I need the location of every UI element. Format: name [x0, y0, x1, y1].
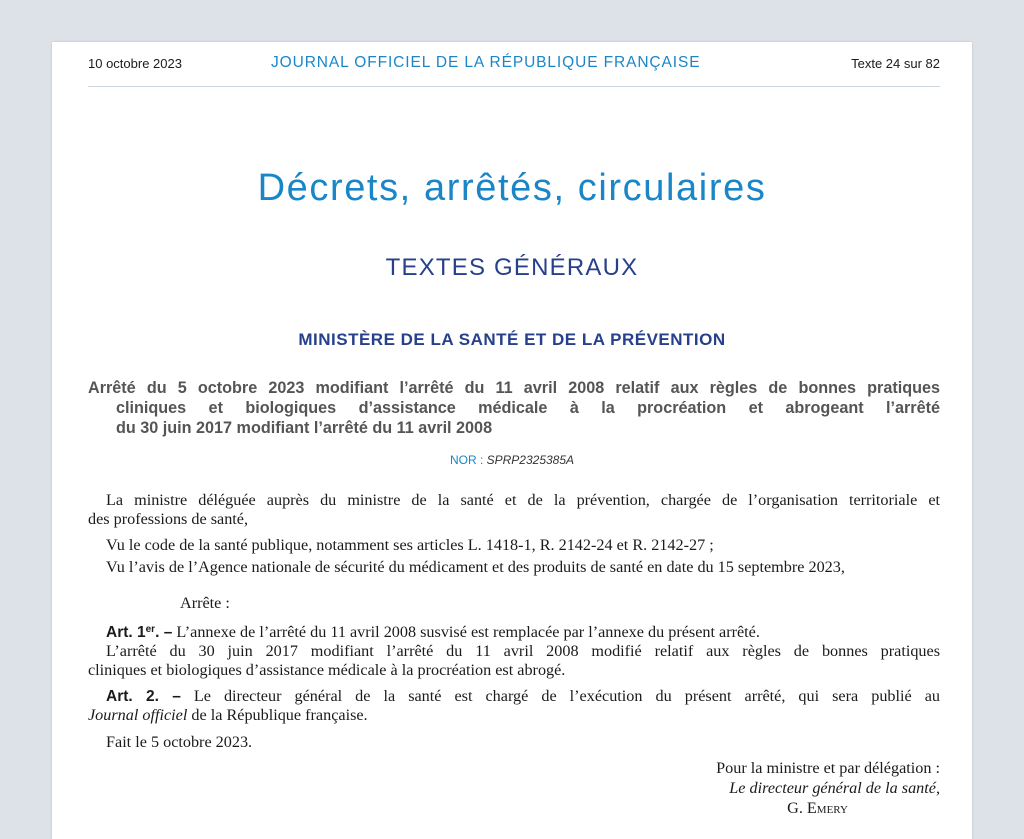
article-text-line: cliniques et biologiques d’assistance médicale à la procréation est abrogé.: [88, 661, 566, 679]
article-label: Art. 2. –: [106, 688, 181, 705]
article-text: de la République française.: [187, 706, 368, 724]
preamble-line: des professions de santé,: [88, 510, 249, 528]
nor-label: NOR :: [449, 453, 487, 467]
visa-1: [88, 536, 940, 555]
signature-block: [716, 758, 940, 818]
article-text: Le directeur général de la santé est chargé de l’exécution du présent arrêté, qui sera publié au: [180, 687, 940, 705]
arrete-word: Arrête :: [180, 594, 230, 612]
ministry-heading: MINISTÈRE DE LA SANTÉ ET DE LA PRÉVENTION: [298, 330, 726, 349]
preamble-ministre: [88, 491, 940, 529]
preamble-line: La ministre déléguée auprès du ministre de la santé et de la prévention, chargée de l’organisation territoriale et: [106, 491, 940, 509]
signature-title: Le directeur général de la santé,: [729, 779, 940, 797]
nor-value: SPRP2325385A: [486, 453, 575, 467]
journal-title: JOURNAL OFFICIEL DE LA RÉPUBLIQUE FRANÇAISE: [271, 54, 701, 71]
article-text-line: L’arrêté du 30 juin 2017 modifiant l’arrêté du 11 avril 2008 modifié relatif aux règles de bonnes pratiques: [106, 642, 940, 660]
section-title: Décrets, arrêtés, circulaires: [257, 167, 767, 209]
act-title-line: Arrêté du 5 octobre 2023 modifiant l’arrêté du 11 avril 2008 relatif aux règles de bonnes pratiques: [88, 379, 940, 397]
header-divider: [88, 86, 940, 87]
signature-line: Pour la ministre et par délégation :: [716, 759, 940, 777]
journal-officiel-reference: Journal officiel: [88, 706, 188, 724]
article-label: Art. 1: [106, 624, 146, 641]
article-2: [88, 687, 940, 725]
visa-text: Vu le code de la santé publique, notamment ses articles L. 1418-1, R. 2142-24 et R. 2142-27 ;: [106, 536, 714, 554]
article-label-sup: er: [145, 624, 156, 635]
act-title: [88, 378, 940, 438]
act-title-line: cliniques et biologiques d’assistance médicale à la procréation et abrogeant l’arrêté: [116, 399, 940, 417]
done-date: Fait le 5 octobre 2023.: [106, 733, 253, 751]
page-header: [88, 54, 940, 74]
article-text: L’annexe de l’arrêté du 11 avril 2008 susvisé est remplacée par l’annexe du présent arrêté.: [172, 623, 760, 641]
visa-text: Vu l’avis de l’Agence nationale de sécurité du médicament et des produits de santé en date du 15 septembre 2023,: [106, 558, 845, 576]
article-1: [88, 620, 940, 642]
text-number: Texte 24 sur 82: [851, 56, 940, 71]
visa-2: [88, 558, 940, 577]
article-dash: . –: [155, 624, 173, 641]
document-page: [52, 42, 972, 839]
article-1-paragraph-2: [88, 642, 940, 680]
signatory-name: G. Emery: [787, 799, 848, 817]
act-title-line: du 30 juin 2017 modifiant l’arrêté du 11 avril 2008: [116, 419, 493, 437]
nor-reference: [52, 453, 972, 467]
subsection-title: TEXTES GÉNÉRAUX: [385, 254, 639, 281]
publication-date: 10 octobre 2023: [88, 56, 182, 71]
